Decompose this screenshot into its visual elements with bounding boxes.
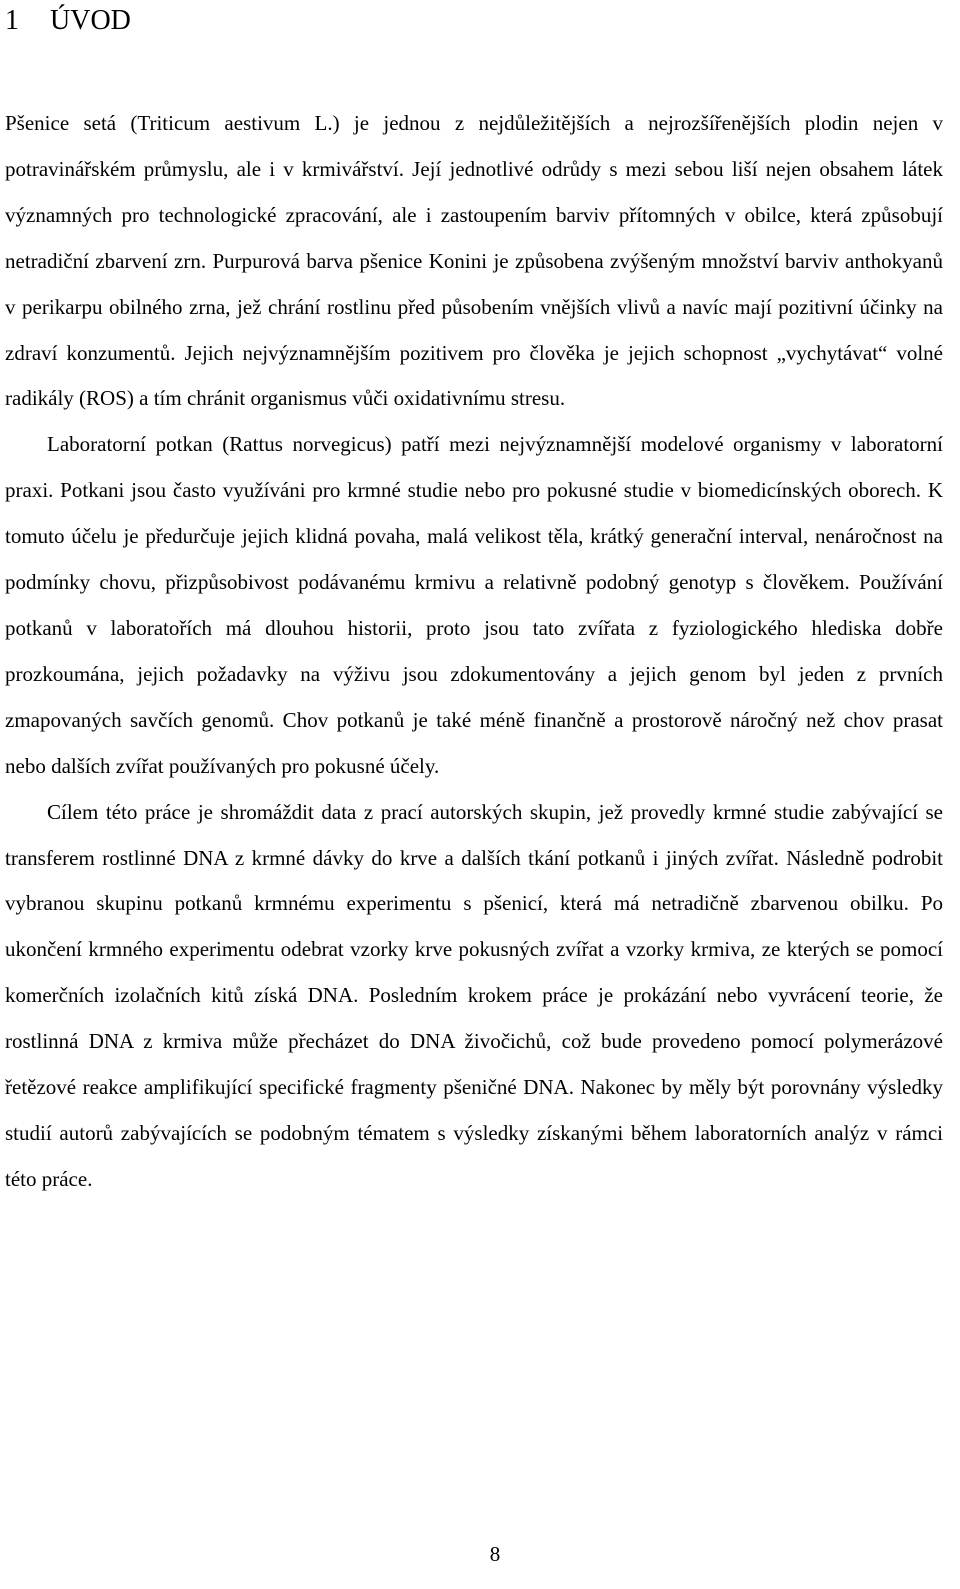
chapter-number: 1 <box>5 5 19 36</box>
body-text <box>5 101 943 1203</box>
paragraph-rat: Laboratorní potkan (Rattus norvegicus) patří mezi nejvýznamnější modelové organismy v laboratorní praxi. Potkani jsou často využíváni pro krmné studie nebo pro pokusné studie v biomedicínských oborech. K tomuto účelu je předurčuje jejich klidná povaha, malá velikost těla, krátký generační interval, nenáročnost na podmínky chovu, přizpůsobivost podávanému krmivu a relativně podobný genotyp s člověkem. Používání potkanů v laboratořích má dlouhou historii, proto jsou tato zvířata z fyziologického hlediska dobře prozkoumána, jejich požadavky na výživu jsou zdokumentovány a jejich genom byl jeden z prvních zmapovaných savčích genomů. Chov potkanů je také méně finančně a prostorově náročný než chov prasat nebo dalších zvířat používaných pro pokusné účely. <box>5 432 943 778</box>
paragraph-wheat: Pšenice setá (Triticum aestivum L.) je jednou z nejdůležitějších a nejrozšířenějších plodin nejen v potravinářském průmyslu, ale i v krmivářství. Její jednotlivé odrůdy s mezi sebou liší nejen obsahem látek významných pro technologické zpracování, ale i zastoupením barviv přítomných v obilce, která způsobují netradiční zbarvení zrn. Purpurová barva pšenice Konini je způsobena zvýšeným množství barviv anthokyanů v perikarpu obilného zrna, jež chrání rostlinu před působením vnějších vlivů a navíc mají pozitivní účinky na zdraví konzumentů. Jejich nejvýznamnějším pozitivem pro člověka je jejich schopnost „vychytávat“ volné radikály (ROS) a tím chránit organismus vůči oxidativnímu stresu. <box>5 111 943 411</box>
paragraph-aim: Cílem této práce je shromáždit data z prací autorských skupin, jež provedly krmné studie zabývající se transferem rostlinné DNA z krmné dávky do krve a dalších tkání potkanů i jiných zvířat. Následně podrobit vybranou skupinu potkanů krmnému experimentu s pšenicí, která má netradičně zbarvenou obilku. Po ukončení krmného experimentu odebrat vzorky krve pokusných zvířat a vzorky krmiva, ze kterých se pomocí komerčních izolačních kitů získá DNA. Posledním krokem práce je prokázání nebo vyvrácení teorie, že rostlinná DNA z krmiva může přecházet do DNA živočichů, což bude provedeno pomocí polymerázové řetězové reakce amplifikující specifické fragmenty pšeničné DNA. Nakonec by měly být porovnány výsledky studií autorů zabývajících se podobným tématem s výsledky získanými během laboratorních analýz v rámci této práce. <box>5 799 943 1191</box>
chapter-heading <box>5 4 131 38</box>
chapter-title: ÚVOD <box>50 5 131 36</box>
page-number: 8 <box>489 1542 501 1566</box>
